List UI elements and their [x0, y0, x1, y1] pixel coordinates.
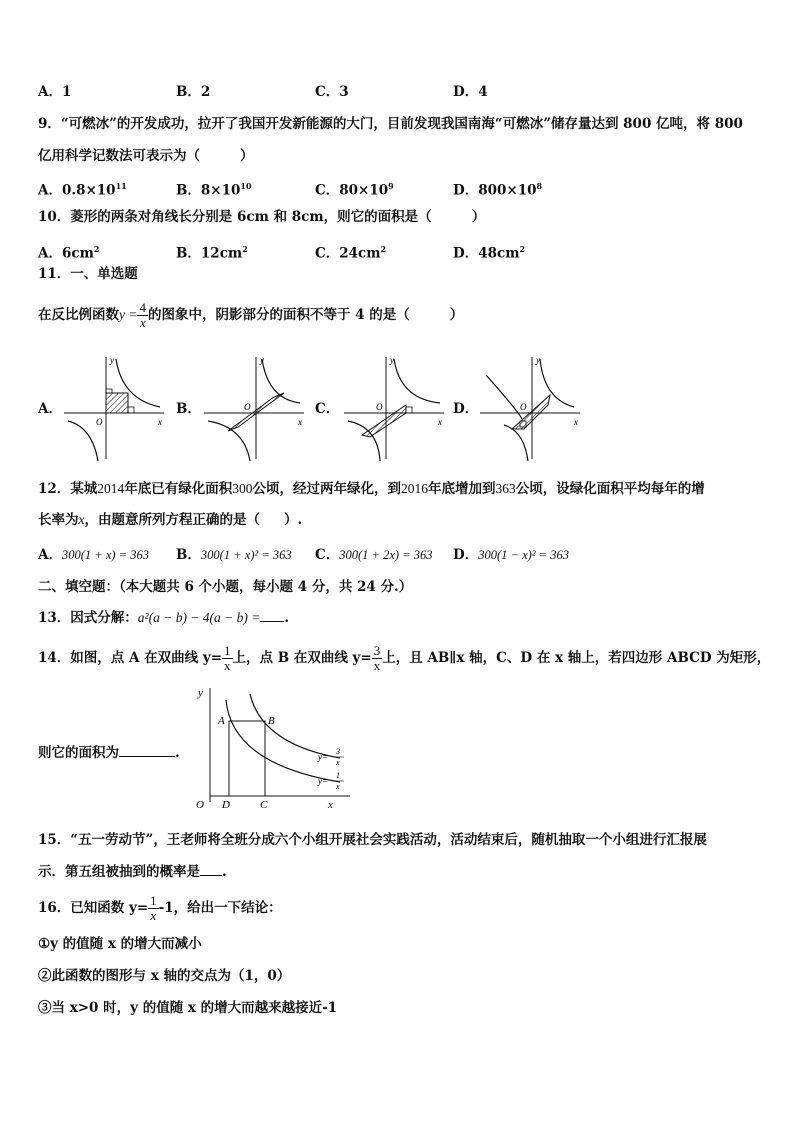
q14-figure — [190, 684, 360, 816]
section-2-title: 二、填空题：（本大题共 6 个小题，每小题 4 分，共 24 分.） — [38, 579, 413, 595]
q14-answer-line: 则它的面积为 . — [38, 745, 180, 761]
svg-text:y=: y= — [318, 776, 329, 786]
q11-label-a: A． — [38, 401, 62, 417]
q10-option-b: B．$12cm^2$ — [176, 244, 248, 262]
q8-option-b: B．2 — [176, 84, 211, 100]
svg-text:O: O — [244, 402, 251, 412]
q9-option-b: B．$8\times 10^{10}$ — [176, 181, 252, 199]
q12-option-c: C．300(1 + 2x) = 363 — [315, 547, 433, 563]
q12-stem-line2: 长率为x，由题意所列方程正确的是（ ）. — [38, 512, 303, 528]
q10-option-d: D．$48cm^2$ — [453, 244, 526, 262]
q16-item-2: ②此函数的图形与 x 轴的交点为（1，0） — [38, 968, 291, 984]
q11-figure-a — [60, 355, 170, 465]
svg-text:O: O — [376, 402, 383, 412]
q12-option-a: A．300(1 + x) = 363 — [38, 547, 149, 563]
q9-stem-line2: 亿用科学记数法可表示为（ ） — [38, 148, 254, 164]
svg-text:A: A — [218, 715, 225, 727]
q15-stem-line1: 15．“五一劳动节”，王老师将全班分成六个小组开展社会实践活动，活动结束后，随机抽取一个小组进行汇报展 — [38, 832, 707, 848]
q12-stem-line1: 12．某城2014年底已有绿化面积300公顷，经过两年绿化，到2016年底增加到363公顷，设绿化面积平均每年的增 — [38, 481, 705, 497]
svg-text:x: x — [574, 417, 578, 427]
q11-label-c: C． — [315, 401, 340, 417]
svg-text:y: y — [536, 355, 540, 365]
svg-text:O: O — [96, 417, 103, 427]
q9-option-d: D．$800\times 10^8$ — [453, 181, 543, 199]
svg-text:x: x — [298, 417, 302, 427]
q9-option-a: A．$0.8\times 10^{11}$ — [38, 181, 127, 199]
svg-text:y=: y= — [318, 752, 329, 762]
svg-text:3: 3 — [336, 747, 340, 756]
q16-item-3: ③当 x>0 时，y 的值随 x 的增大而越来越接近-1 — [38, 1000, 338, 1016]
svg-text:y: y — [198, 687, 203, 699]
q12-option-b: B．300(1 + x)² = 363 — [176, 547, 292, 563]
q13-stem: 13．因式分解：a²(a − b) − 4(a − b) = . — [38, 610, 290, 626]
q8-option-a: A．1 — [38, 84, 72, 100]
svg-text:x: x — [158, 417, 162, 427]
q11-figure-b — [200, 355, 310, 465]
svg-text:y: y — [260, 355, 264, 365]
svg-text:y: y — [110, 355, 114, 365]
q11-header: 11．一、单选题 — [38, 266, 138, 282]
svg-text:B: B — [268, 715, 275, 727]
q14-stem: 14．如图，点 A 在双曲线 y= $\frac{1}{x}$ 上，点 B 在双曲线 y= $\frac{3}{x}$ 上，且 AB∥x 轴，C、D 在 x 轴上，若四边形 ABCD 为矩形， — [38, 643, 771, 673]
q16-stem: 16．已知函数 y= $\frac{1}{x}$ -1，给出一下结论： — [38, 893, 282, 923]
q16-item-1: ①y 的值随 x 的增大而减小 — [38, 936, 202, 952]
svg-text:1: 1 — [336, 771, 340, 780]
q10-option-a: A．$6cm^2$ — [38, 244, 100, 262]
svg-text:x: x — [336, 758, 340, 767]
svg-text:O: O — [196, 799, 204, 811]
q11-fraction: $\frac{4}{x}$ — [139, 300, 146, 330]
svg-text:x: x — [438, 417, 442, 427]
svg-text:C: C — [260, 799, 268, 811]
svg-text:y: y — [390, 355, 394, 365]
q10-option-c: C．$24cm^2$ — [315, 244, 387, 262]
q8-option-c: C．3 — [315, 84, 349, 100]
svg-text:x: x — [328, 799, 333, 811]
q11-figure-c — [340, 355, 450, 465]
q11-stem: 在反比例函数y = $\frac{4}{x}$ 的图象中，阴影部分的面积不等于 4 的是（ ） — [38, 300, 464, 330]
q10-stem: 10．菱形的两条对角线长分别是 6cm 和 8cm，则它的面积是（ ） — [38, 209, 486, 225]
q12-option-d: D．300(1 − x)² = 363 — [453, 547, 569, 563]
q8-option-d: D．4 — [453, 84, 488, 100]
svg-text:O: O — [520, 402, 527, 412]
svg-text:D: D — [222, 799, 230, 811]
q9-option-c: C．$80\times 10^9$ — [315, 181, 394, 199]
q11-figure-d — [476, 355, 586, 465]
q11-label-d: D． — [453, 401, 479, 417]
svg-text:x: x — [336, 782, 340, 791]
q9-stem-line1: 9．“可燃冰”的开发成功，拉开了我国开发新能源的大门，目前发现我国南海“可燃冰”储存量达到 800 亿吨，将 800 — [38, 116, 743, 132]
q11-label-b: B． — [176, 401, 201, 417]
q15-stem-line2: 示．第五组被抽到的概率是 . — [38, 864, 227, 880]
